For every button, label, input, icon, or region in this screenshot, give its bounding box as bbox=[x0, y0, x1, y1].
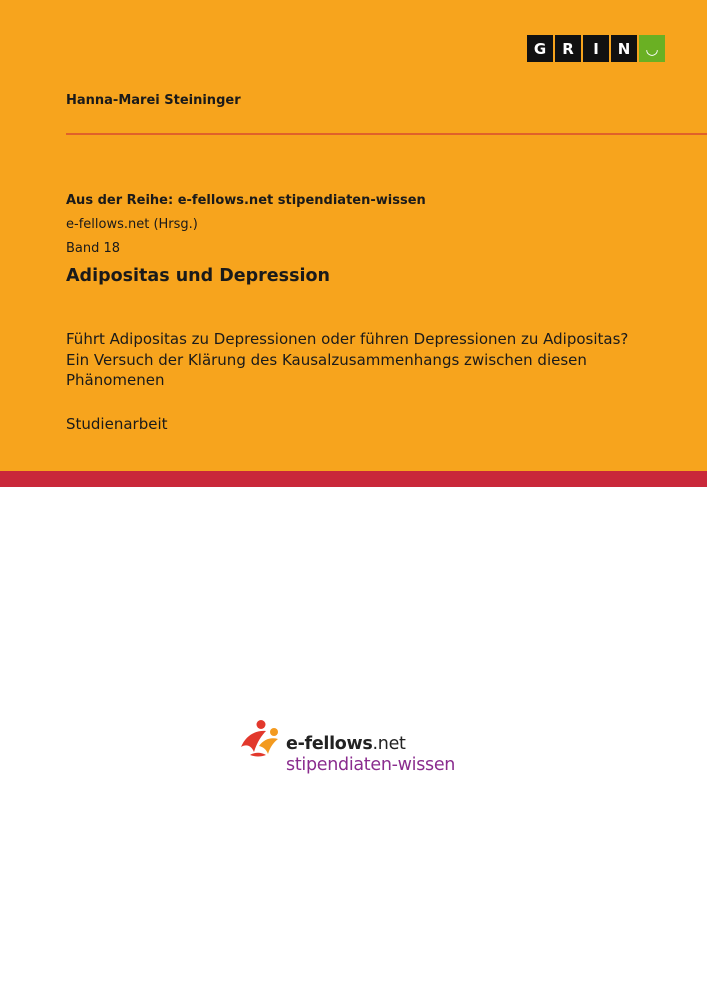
series-name: Aus der Reihe: e-fellows.net stipendiaten-wissen bbox=[66, 193, 426, 208]
document-type: Studienarbeit bbox=[66, 415, 168, 433]
red-band bbox=[0, 471, 707, 487]
volume-number: Band 18 bbox=[66, 241, 121, 256]
e-fellows-tagline: stipendiaten-wissen bbox=[286, 755, 456, 775]
e-fellows-name bbox=[286, 734, 406, 754]
book-title: Adipositas und Depression bbox=[66, 266, 330, 286]
grin-letter-n: N bbox=[611, 35, 637, 62]
e-fellows-figures-icon bbox=[240, 719, 284, 759]
grin-letter-r: R bbox=[555, 35, 581, 62]
grin-logo bbox=[527, 35, 665, 62]
grin-letter-i: I bbox=[583, 35, 609, 62]
grin-letter-g: G bbox=[527, 35, 553, 62]
editor-credit: e-fellows.net (Hrsg.) bbox=[66, 217, 198, 232]
divider-line bbox=[66, 133, 707, 135]
e-fellows-name-bold: e-fellows bbox=[286, 734, 373, 754]
smile-icon: ◡ bbox=[639, 35, 665, 62]
author-name: Hanna-Marei Steininger bbox=[66, 93, 241, 108]
book-subtitle: Führt Adipositas zu Depressionen oder führen Depressionen zu Adipositas? Ein Versuch der Klärung des Kausalzusammenhangs zwischen diesen Phänomenen bbox=[66, 330, 629, 389]
e-fellows-name-suffix: .net bbox=[372, 734, 406, 754]
cover-panel bbox=[0, 0, 707, 471]
